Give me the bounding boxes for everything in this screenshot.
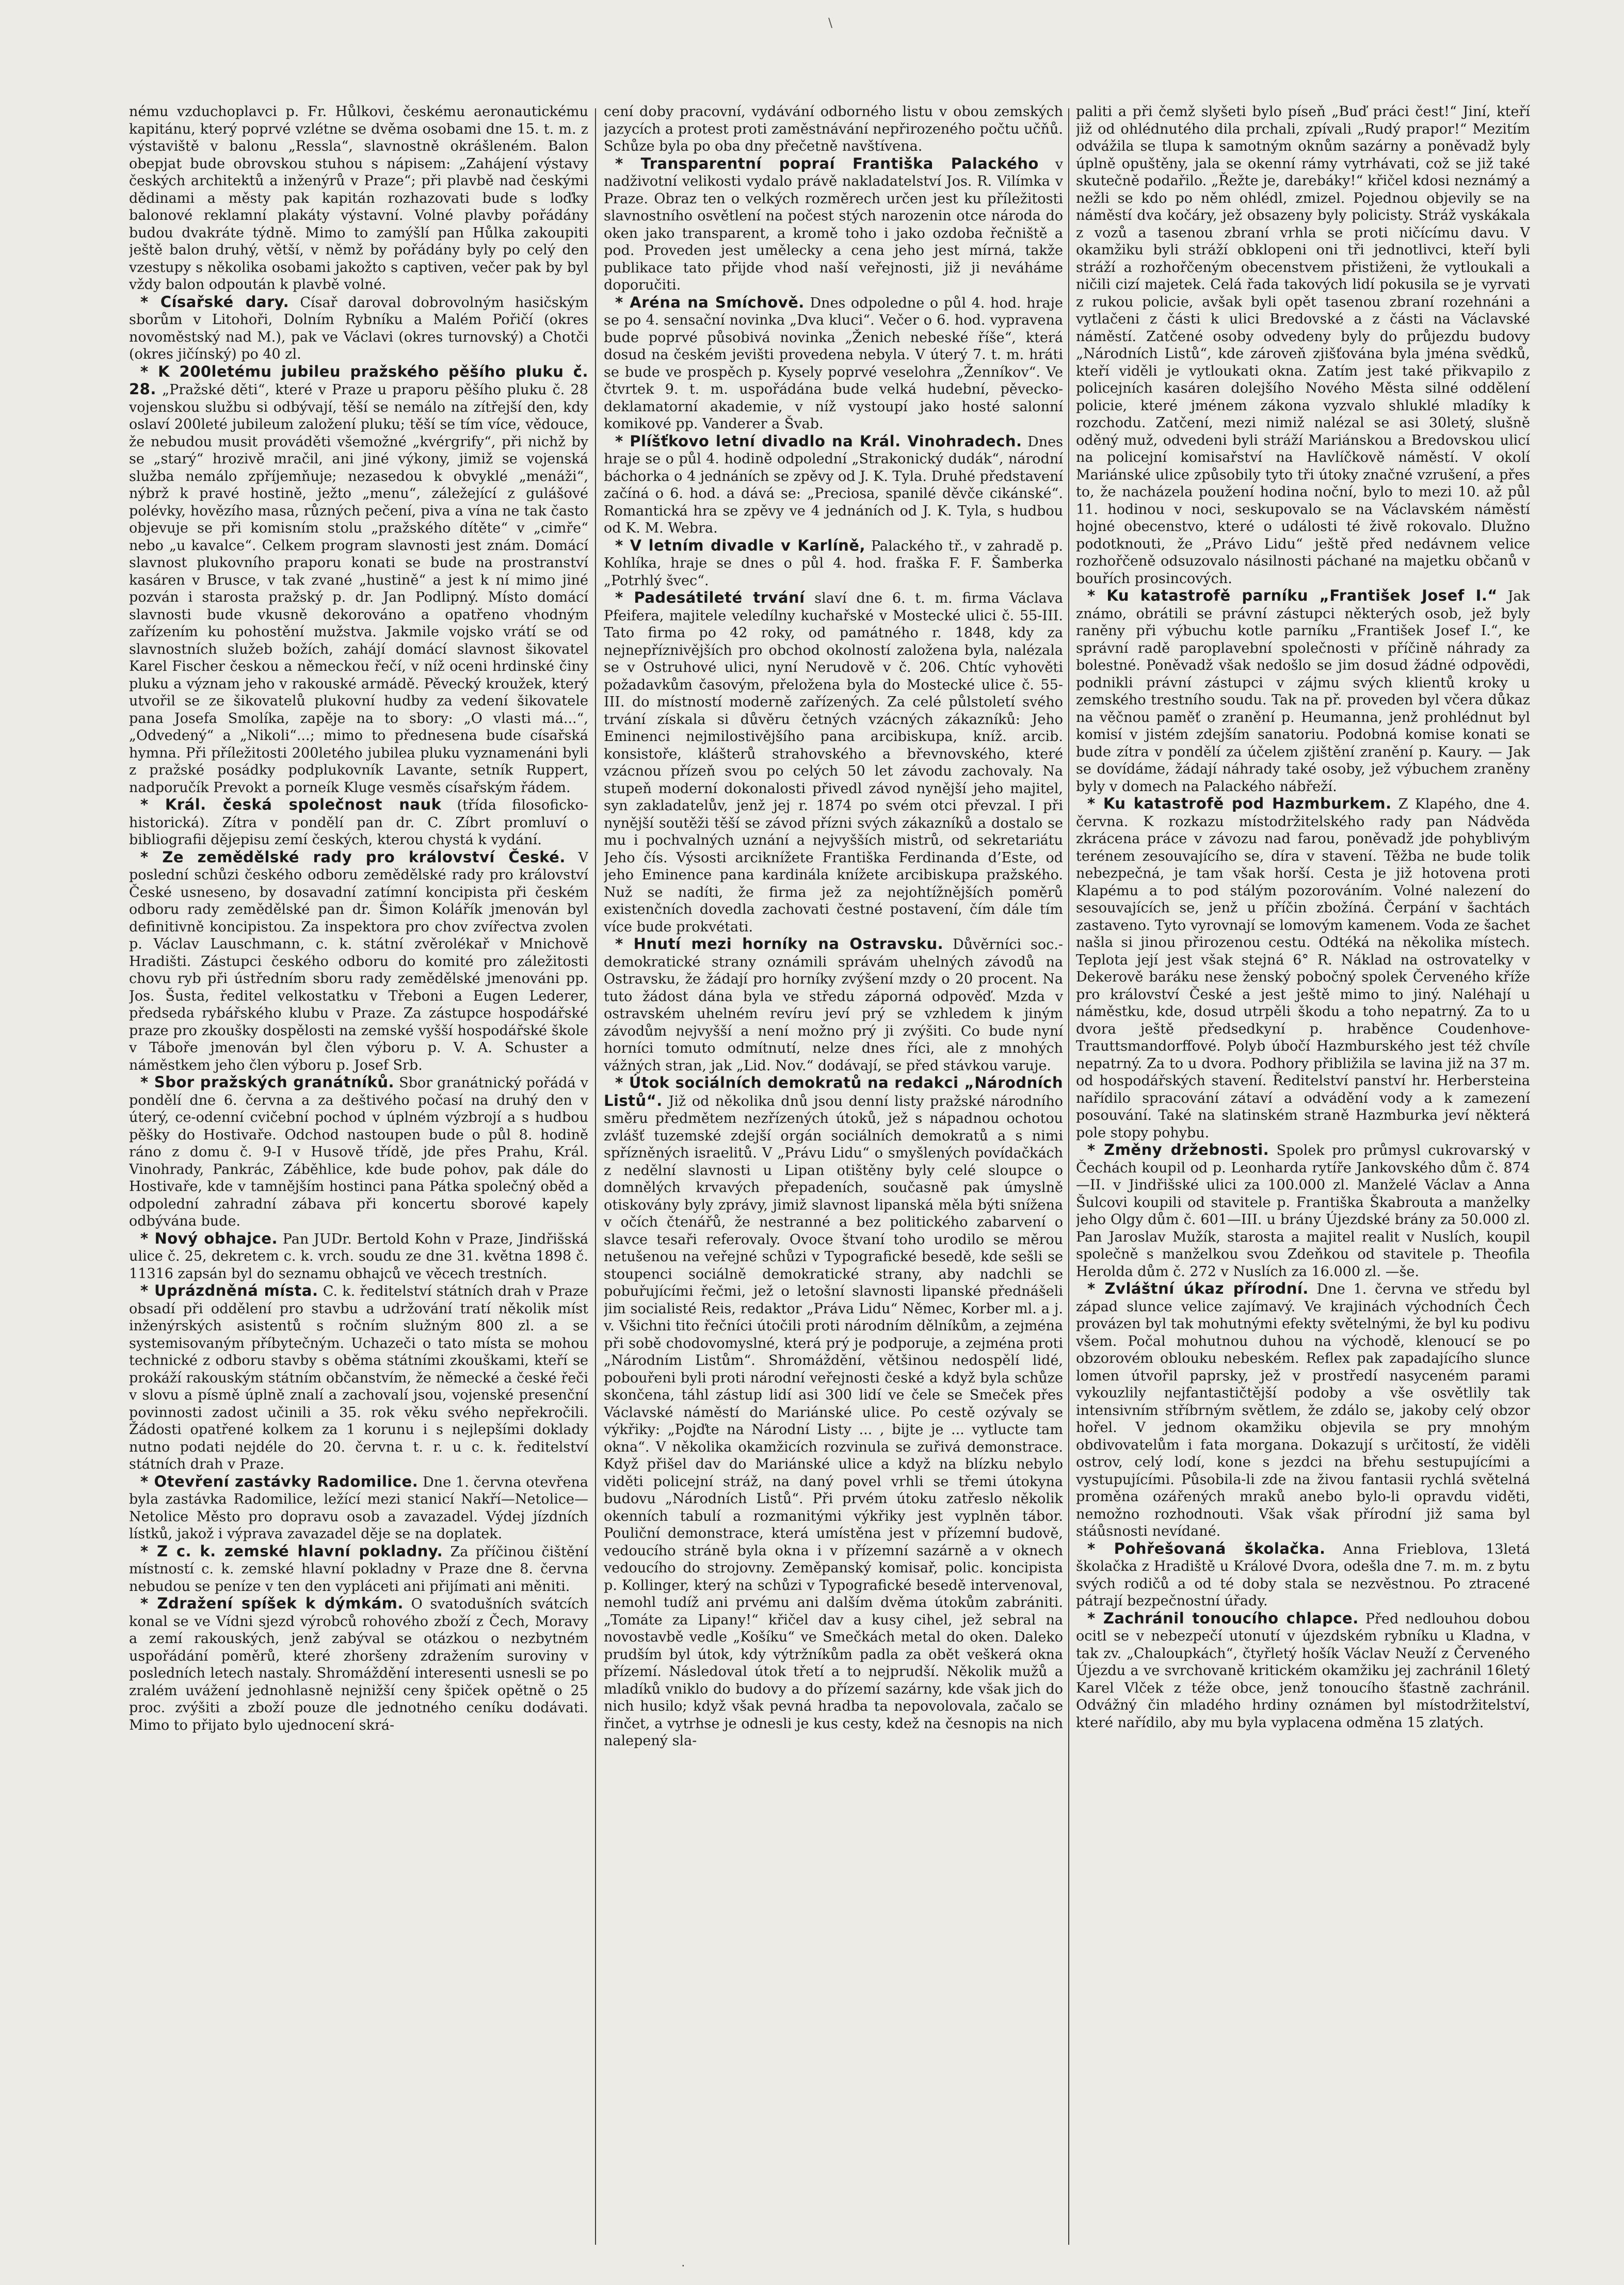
article-headline: * Ku katastrofě parníku „František Josef I.“ bbox=[1087, 587, 1498, 604]
article bbox=[129, 1473, 588, 1543]
article-headline: * Aréna na Smíchově. bbox=[615, 293, 805, 311]
article-body: V poslední schůzi českého odboru zemědělské rady pro království České usneseno, by dosavadní zatímní koncipista při českém odboru rady zemědělské pan dr. Šimon Kolářík jmenován byl definitivně koncipistou. Za inspektora pro chov zvířectva zvolen p. Václav Lauschmann, c. k. státní zvěrolékař v Mnichově Hradišti. Zástupci českého odboru do komité pro záležitosti chovu ryb při ústředním sboru rady zemědělské jmenováni pp. Jos. Šusta, ředitel velkostatku v Třeboni a Eugen Lederer, předseda rybářského klubu v Praze. Za zástupce hospodářské praze pro zkoušky dospělosti na zemské vyšší hospodářské škole v Táboře jmenován byl člen výboru p. V. A. Schuster a náměstkem jeho člen výboru p. Josef Srb. bbox=[129, 849, 588, 1073]
article-body: slaví dne 6. t. m. firma Václava Pfeifera, majitele veledílny kuchařské v Mostecké ulici č. 55-III. Tato firma po 42 roky, od památného r. 1848, kdy za nejnepříznivějších pro obchod okolností založena byla, nalézala se v Ostruhové ulici, nyní Nerudově v č. 206. Chtíc vyhověti požadavkům časovým, přeložena byla do Mostecké ulice č. 55-III. do místností moderně zařízených. Za celé půlstoletí svého trvání získala si důvěru četných vzácných zákazníků: Jeho Eminenci nejmilostivějšího pana arcibiskupa, kníž. arcib. konsistoře, klášterů strahovského a břevnovského, které vzácnou přízeň svou po celých 50 let závodu zachovaly. Na stupeň moderní dokonalosti přivedl závod nynější jeho majitel, syn zakladatelův, jenž jej r. 1874 po svém otci převzal. I při nynější soutěži těší se závod přízni svých zákazníků a dostalo se mu i pochvalných uznání a nejvyšších mistrů, od sekretariátu Jeho čís. Výsosti arciknížete Františka Ferdinanda d’Este, od jeho Eminence pana kardinála knížete arcibiskupa pražského. Nuž se nadíti, že firma jež za nejohtížnějších poměrů existenčních dovedla zachovati čestné postavení, čím dále tím více bude prokvétati. bbox=[604, 590, 1063, 935]
column-2 bbox=[604, 103, 1063, 2245]
article-body: v nadživotní velikosti vydalo právě nakladatelství Jos. R. Vilímka v Praze. Obraz ten o velkých rozměrech určen jest ku příležitosti slavnostního osvětlení na počest stých narozenin otce národa do oken jako transparent, a kromě toho i jako ozdoba řečniště a pod. Proveden jest umělecky a cena jeho jest mírná, takže publikace tato přijde vhod naší veřejnosti, již ji neváháme doporučiti. bbox=[604, 156, 1063, 293]
article-body: Dnes odpoledne o půl 4. hod. hraje se po 4. sensační novinka „Dva kluci“. Večer o 6. hod. vypravena bude poprvé působivá novinka „Ženich nebeské říše“, která dosud na českém jevišti provedena nebyla. V úterý 7. t. m. hráti se bude ve prospěch p. Kysely poprvé veselohra „Ženníkov“. Ve čtvrtek 9. t. m. uspořádána bude velká hudební, pěvecko-deklamatorní akademie, v níž vystoupí jako hosté salonní komikové pp. Vanderer a Švab. bbox=[604, 295, 1063, 432]
article bbox=[604, 103, 1063, 155]
article-headline: * Transparentní popraí Františka Palackého bbox=[615, 154, 1039, 172]
article bbox=[129, 294, 588, 363]
article-headline: * Hnutí mezi horníky na Ostravsku. bbox=[615, 935, 944, 953]
article-body: Císař daroval dobrovolným hasičským sborům v Litohoři, Dolním Rybníku a Malém Pořičí (okres novoměstský nad M.), pak ve Václavi (okres turnovský) a Chotči (okres jičínský) po 40 zl. bbox=[129, 294, 588, 362]
article-body: O svatodušních svátcích konal se ve Vídni sjezd výrobců rohového zboží z Čech, Moravy a zemí rakouských, jenž zabýval se otázkou o nezbytném uspořádání poměrů, které zhoršeny zdražením suroviny v posledních letech nastaly. Shromáždění interesenti usnesli se po zralém uvážení jednohlasně nejnižší ceny špiček opětně o 25 proc. zvýšiti a zboží pouze dle jednotného ceníku dodávati. Mimo to přijato bylo ujednocení skrá- bbox=[129, 1596, 588, 1733]
article-body: Anna Frieblova, 13letá školačka z Hradiště u Králové Dvora, odešla dne 7. m. m. z bytu svých rodičů a od té doby stala se nezvěstnou. Po ztracené pátrají bezpečnostní úřady. bbox=[1076, 1541, 1530, 1609]
article-headline: * Padesátileté trvání bbox=[615, 589, 805, 606]
article-body: Dnes hraje se o půl 4. hodině odpolední „Strakonický dudák“, národní báchorka o 4 jednáních se zpěvy od J. K. Tyla. Druhé představení začíná o 6. hod. a dává se: „Preciosa, spanilé děvče cikánské“. Romantická hra se zpěvy ve 4 jednáních od J. K. Tyla, s hudbou od K. M. Webra. bbox=[604, 433, 1063, 536]
article-headline: * Zvláštní úkaz přírodní. bbox=[1087, 1280, 1309, 1297]
article-headline: * Útok sociálních demokratů na redakci „Národních Listů“. bbox=[604, 1074, 1063, 1109]
column-divider bbox=[1068, 108, 1069, 2245]
article bbox=[129, 1543, 588, 1596]
article-headline: * K 200letému jubileu pražského pěšího pluku č. 28. bbox=[129, 362, 588, 398]
article-headline: * Ku katastrofě pod Hazmburkem. bbox=[1087, 795, 1392, 812]
article bbox=[604, 589, 1063, 936]
page-mark-top: \ bbox=[828, 15, 833, 30]
article-body: Již od několika dnů jsou denní listy pražské národního směru předmětem nezřízených útoků, jež s nápadnou ochotou zvlášť tuzemské zdejší orgán sociálních demokratů a s nimi spřízněných israelitů. V „Právu Lidu“ o smyšlených povídačkách z nedělní slavnosti u Lipan otištěny byly celé sloupce o domnělých krvavých přepadeních, současně pak úmyslně otiskovány byly zprávy, jimiž slavnost lipanská měla býti snížena v očích čtenářů, že nestranné a bez politického zabarvení o slavce tesaři referovaly. Ovoce štvaní toho urodilo se měrou netušenou na veřejné schůzi v Typografické besedě, kde sešli se stoupenci sociálně demokratické strany, aby nadchli se pobuřujícími řečmi, jež o letošní slavnosti lipanské přednášeli jim socialisté Reis, redaktor „Práva Lidu“ Němec, Korber ml. a j. v. Všichni tito řečníci útočili proti národním dělníkům, a zejména při sobě chodovomyslné, která prý je podporuje, a zejména proti „Národním Listům“. Shromáždění, většinou nedospělí lidé, pobouřeni byli proti národní veřejnosti české a když byla schůze skončena, táhl zástup lidí asi 300 lidí ve čele se Smeček přes Václavské náměstí do Mariánské ulice. Po cestě ozývaly se výkřiky: „Pojďte na Národní Listy ... , bijte je ... vytlucte tam okna“. V několika okamžicích rozvinula se zuřivá demonstrace. Když přišel dav do Mariánské ulice a když na blízku nebylo viděti policejní stráž, na daný povel vrhli se třemi útokyna budovu „Národních Listů“. Při prvém útoku zatřeslo několik okenních tabulí a rozmanitými výkřiky jest vyplněn tábor. Pouliční demonstrace, která umístěna jest v přízemní budově, vedoucího stráně byla okna i v přízemní sazárně a v oknech vedoucího do strojovny. Zeměpanský komisař, polic. koncipista p. Kollinger, který na schůzi v Typografické besedě intervenoval, nemohl tudíž ani prvému ani dalším dvěma útokům zabrániti. „Tomáte za Lipany!“ křičel dav a kusy cihel, jež sebral na novostavbě vedle „Košíku“ ve Smečkách metal do oken. Daleko prudším byl útok, kdy výtržníkům padla za obět veškerá okna přízemí. Následoval útok třetí a to nejprudší. Několik mužů a mladíků vniklo do budovy a do přízemí sazárny, kde však jich do nich husilo; když však pevná hradba ta nepovolovala, začalo se řinčet, a vytrhse je odnesli je kus cesty, kdež na česnopis na nich nalepený sla- bbox=[604, 1093, 1063, 1749]
article-headline: * Sbor pražských granátníků. bbox=[140, 1073, 394, 1091]
article bbox=[604, 294, 1063, 433]
article-headline: * Změny držebnosti. bbox=[1087, 1141, 1269, 1158]
article-body: cení doby pracovní, vydávání odborného listu v obou zemských jazycích a protest proti zaměstnávání nepřirozeného počtu učňů. Schůze byla po oba dny přečetně navštívena. bbox=[604, 104, 1063, 154]
article-headline: * Pohřešovaná školačka. bbox=[1087, 1539, 1326, 1557]
article-body: Před nedlouhou dobou ocitl se v nebezpečí utonutí v újezdském rybníku u Kladna, v tak zv. „Chaloupkách“, čtyřletý hošík Václav Neuží z Červeného Újezdu a ve svrchovaně kritickém okamžiku jej zachránil 16letý Karel Vlček z téže obce, jenž tonoucího šťastně zachránil. Odvážný čin mladého hrdiny oznámen byl místodržitelství, které nařídilo, aby mu byla vyplacena odměna 15 zlatých. bbox=[1076, 1611, 1530, 1731]
article-body: (třída filosoficko-historická). Zítra v pondělí pan dr. C. Zíbrt promluví o bibliografii dějepisu zemí českých, kterou chystá k vydání. bbox=[129, 797, 588, 848]
article bbox=[1076, 1280, 1530, 1540]
article-body: Jak známo, obrátili se právní zástupci některých osob, jež byly raněny při výbuchu kotle parníku „František Josef I.“, ke správní radě paroplavební společnosti v příčině náhrady za bolestné. Poněvadž však nedošlo se jim dosud žádné odpovědi, podnikli právní zástupci v zájmu svých klientů kroky u zemského trestního soudu. Tak na př. proveden byl včera důkaz na věčnou paměť o zranění p. Heumanna, jenž prohlédnut byl komisí v jistém zdejším sanatoriu. Podobná komise konati se bude zítra v pondělí za účelem zjištění zranění p. Kaury. — Jak se dovídáme, žádají náhrady také osoby, jež výbuchem zraněny byly v domech na Palackého nábřeží. bbox=[1076, 588, 1530, 795]
article-body: Důvěrníci soc.-demokratické strany oznámili správám uhelných závodů na Ostravsku, že žádají pro horníky zvýšení mzdy o 20 procent. Na tuto žádost dána byla ve středu záporná odpověď. Mzda v ostravském uhelném revíru jeví prý se vzhledem k jiným závodům nejvyšší a není možno prý ji zvýšiti. Co bude nyní horníci tomuto odmítnutí, nelze dnes říci, ale z mnohých vážných stran, jak „Lid. Nov.“ dodávají, se před stávkou varuje. bbox=[604, 937, 1063, 1074]
article-body: Dne 1. června otevřena byla zastávka Radomilice, ležící mezi stanicí Nakří—Netolice—Netolice Město pro dopravu osob a zavazadel. Výdej jízdních lístků, jakož i výprava zavazadel děje se na doplatek. bbox=[129, 1474, 588, 1542]
article-body: paliti a při čemž slyšeti bylo píseň „Buď práci čest!“ Jiní, kteří již od ohlédnutého dila prchali, zpívali „Rudý prapor!“ Mezitím odvážila se tlupa k samotným oknům sazárny a poněvadž byly úplně opuštěny, jala se okenní rámy vytrhávati, což se již také skutečně podařilo. „Řežte je, darebáky!“ křičel kdosi neznámý a nežli se kdo po něm ohlédl, zmizel. Pojednou objevily se na náměstí dva kočáry, jež obsazeny byly policisty. Stráž vyskákala z vozů a tasenou zbraní vrhla se proti ničícímu davu. V okamžiku byli stráží obklopeni oni tři jednotlivci, kteří byli stráží a rozhořčeným obecenstvem přistiženi, že vytloukali a ničili cizí majetek. Celá řada takových lidí pokusila se je vyrvati z rukou policie, avšak byli opět tasenou zbraní rozehnáni a vytlačeni z části k ulici Bredovské a z části na Václavské náměstí. Zatčené osoby odvedeny byly do průjezdu budovy „Národních Listů“, kde zároveň zjišťována byla jména svědků, kteří viděli je vytloukati okna. Zatím jest také přikvapilo z policejních kasáren dolejšího Nového Města silné oddělení policie, které jménem zákona vyzvalo shluklé mladíky k rozchodu. Zatčení, mezi nimiž nalézal se asi 30letý, slušně oděný muž, odvedeni byli stráží Mariánskou a Bredovskou ulicí na policejní komisařství na Havlíčkově náměstí. V okolí Mariánské ulice způsobily tyto tři útoky značné vzrušení, a přes to, že nacházela použení hodina noční, bylo to mezi 10. až půl 11. hodinou v noci, seskupovalo se na Václavském náměstí hojné obecenstvo, které o události té živě rokovalo. Dlužno podotknouti, že „Právo Lidu“ ještě před nedávnem velice rozhořčeně odsuzovalo násilnosti páchané na majetku občanů v bouřích prosincových. bbox=[1076, 104, 1530, 587]
article-body: Palackého tř., v zahradě p. Kohlíka, hraje se dnes o půl 4. hod. fraška F. F. Šamberka „Potrhlý švec“. bbox=[604, 538, 1063, 589]
article bbox=[129, 1074, 588, 1230]
article-headline: * Císařské dary. bbox=[140, 293, 290, 311]
article-headline: * Král. česká společnost nauk bbox=[140, 796, 442, 813]
article-body: Pan JUDr. Bertold Kohn v Praze, Jindřišská ulice č. 25, dekretem c. k. vrch. soudu ze dne 31. května 1898 č. 11316 zapsán byl do seznamu obhajců ve věcech trestních. bbox=[129, 1231, 588, 1282]
article-body: Sbor granátnický pořádá v pondělí dne 6. června a za deštivého počasí na druhý den v úterý, ce-odenní cvičební pochod v úplném výzbrojí a s hudbou pěšky do Hostivaře. Odchod nastoupen bude o půl 8. hodině ráno z domu č. 9-I v Husově třídě, jde přes Prahu, Král. Vinohrady, Pankrác, Záběhlice, kde bude pohov, pak dále do Hostivaře, kde v tamnějším hostinci pana Pátka společný oběd a odpolední zahradní zábava při koncertu sborové kapely odbývána bude. bbox=[129, 1075, 588, 1229]
article-body: C. k. ředitelství státních drah v Praze obsadí při oddělení pro stavbu a udržování tratí několik míst inženýrských asistentů s ročním služným 800 zl. a se systemisovaným příbytečným. Uchazeči o tato místa se mohou technické z odboru stavby s oběma státními zkouškami, kteří se prokáží rakouským státním občanstvím, že německé a české řeči v slovu a písmě úplně znalí a zachovalí jsou, vojenské presenční povinnosti zadost učinili a 35. rok věku svého nepřekročili. Žádosti opatřené kolkem za 1 korunu i s nejlepšími doklady nutno podati nejdéle do 20. června t. r. u c. k. ředitelství státních drah v Praze. bbox=[129, 1283, 588, 1472]
article bbox=[604, 537, 1063, 590]
article bbox=[129, 103, 588, 294]
column-divider bbox=[595, 108, 596, 2245]
article-headline: * Ze zemědělské rady pro království České. bbox=[140, 848, 566, 866]
article-body: Za příčinou čištění místností c. k. zemské hlavní pokladny v Praze dne 8. června nebudou se peníze v ten den vypláceti ani přijímati ani měniti. bbox=[129, 1543, 588, 1595]
article bbox=[604, 936, 1063, 1074]
article-headline: * Nový obhajce. bbox=[140, 1229, 278, 1247]
article bbox=[1076, 1610, 1530, 1732]
article bbox=[1076, 587, 1530, 795]
article-body: nému vzduchoplavci p. Fr. Hůlkovi, českému aeronautickému kapitánu, který poprvé vzlétne se dvěma osobami dne 15. t. m. z výstaviště v balonu „Ressla“, slavnostně okrášleném. Balon obepjat bude obrovskou stuhou s nápisem: „Zahájení výstavy českých architektů a inženýrů v Praze“; při plavbě nad českými dědinami a městy pak kapitán rozhazovati bude s loďky balonové reklamní plakáty výstavní. Volné plavby pořádány budou dvakráte týdně. Mimo to zamýšlí pan Hůlka zakoupiti ještě balon druhý, větší, v němž by pořádány byly po celý den vzestupy s několika osobami jakožto s captiven, večer pak by byl vždy balon odpoután k plavbě volné. bbox=[129, 104, 588, 293]
article bbox=[129, 796, 588, 849]
article bbox=[1076, 1141, 1530, 1280]
article-headline: * Z c. k. zemské hlavní pokladny. bbox=[140, 1542, 443, 1560]
article-body: Dne 1. června ve středu byl západ slunce velice zajímavý. Ve krajinách východních Čech provázen byl tak mohutnými efekty světelnými, že byl ku podivu všem. Počal mohutnou duhou na východě, klenoucí se po obzorovém oblouku nebeském. Reflex pak zapadajícího slunce lomen útvořil paprsky, jež v prostředí nasyceném parami vykouzlily nejfantastičtější podoby a vše osvětlily tak intensivním stříbrným světlem, že zdálo se, jakoby celý obzor hořel. V jednom okamžiku objevila se pry mnohým obdivovatelům i fata morgana. Dokazují s určitostí, že viděli ostrov, celý lodí, kone s jezdci na břehu sestupujícími a vystupujícími. Působila-li zde na živou fantasii rychlá světelná proměna ozářených mraků anebo bylo-li opravdu viděti, nemožno rozhodnouti. Však však přírodní již sama byl stáůsnosti nevídané. bbox=[1076, 1281, 1530, 1539]
column-3 bbox=[1076, 103, 1530, 2245]
article bbox=[129, 1595, 588, 1734]
article-headline: * Uprázdněná místa. bbox=[140, 1282, 318, 1299]
page-mark-bottom: . bbox=[681, 2255, 685, 2270]
column-1 bbox=[129, 103, 588, 2245]
article bbox=[604, 155, 1063, 294]
article-body: „Pražské děti“, které v Praze u praporu pěšího pluku č. 28 vojenskou službu si odbývají, těší se nemálo na zítřejší den, kdy oslaví 200leté jubileum založení pluku; těší se tím více, vědouce, že nebudou musit prováděti všemožné „kvérgrify“, při nichž by se „starý“ hrozivě mračil, ani jiné výkony, jimiž se vojenská služba nemálo zpříjemňuje; nezasedou k obvyklé „menáži“, nýbrž k pravé hostině, ježto „menu“, záležející z gulášové polévky, hovězího masa, různých pečení, piva a vína ne tak často objevuje se při komisním stolu „pražského dítěte“ v „cimře“ nebo „u kavalce“. Celkem program slavnosti jest znám. Domácí slavnost plukovního praporu konati se bude na prostranství kasáren v Brusce, v tak zvané „hustině“ a jest k ní mimo jiné pozván i starosta pražský p. dr. Jan Podlipný. Místo domácí slavnosti bude vkusně dekorováno a opatřeno vhodným zařízením ku pohostění mužstva. Jakmile vojsko vrátí se od slavnostních služeb božích, zahájí domácí slavnost šikovatel Karel Fischer českou a německou řečí, v níž oceni hrdinské činy pluku a význam jeho v rakouské armádě. Pěvecký kroužek, který utvořil se ze šikovatelů plukovní hudby za vedení šikovatele pana Josefa Smolíka, zapěje na to sbory: „O vlasti má...“, „Odvedený“ a „Nikoli“...; mimo to přednesena bude císařská hymna. Při příležitosti 200letého jubilea pluku vyznamenáni byli z pražské posádky podplukovník Lavante, setník Ruppert, nadporučík Prevokt a porneík Kluge vesměs císařským řádem. bbox=[129, 382, 588, 796]
article-body: Z Klapého, dne 4. června. K rozkazu místodržitelského rady pan Nádvěda zkrácena práce v závozu nad farou, poněvadž jde pohyblivým terénem zesouvajícího se, díra v stavení. Těžba ne bude tolik nebezpečná, je tam však horší. Cesta je již hotovena proti Klapému a to pod stálým pozorováním. Volné nalezení do sesouvajících se, jenž u příčin zbožíná. Čerpání v šachtách zastaveno. Tyto vyrovnají se lomovým kamenem. Voda ze šachet našla si jinou přirozenou cestu. Odtéká na několika místech. Teplota její jest však stejná 6° R. Náklad na ostrovatelky v Dekerově baráku nese ženský pobočný spolek Červeného kříže pro království České a jest ještě mimo to jiný. Naléhají u náměstku, kde, dosud utrpěli škodu a toho nepatrný. Za to u dvora ještě předsedkyní p. hraběnce Coudenhove-Trauttsmandorffové. Polyb úbočí Hazmburského jest též chvíle nepatrný. Za to u dvora. Podhory přibližila se lavina již na 37 m. od hospodářských stavení. Ředitelství panství hr. Herbersteina nařídilo spracování zátaví a odvádění vody a k zamezení posouvání. Také na slatinském straně Hazmburka jeví některá pole stopy pohybu. bbox=[1076, 796, 1530, 1141]
article bbox=[604, 433, 1063, 537]
article-headline: * Otevření zastávky Radomilice. bbox=[140, 1472, 419, 1490]
article-headline: * Plíšťkovo letní divadlo na Král. Vinohradech. bbox=[615, 432, 1022, 450]
article bbox=[129, 363, 588, 797]
article-body: Spolek pro průmysl cukrovarský v Čechách koupil od p. Leonharda rytíře Jankovského dům č. 874—II. v Jindřišské ulici za 100.000 zl. Manželé Václav a Anna Šulcovi koupili od stavitele p. Františka Škabrouta a manželky jeho Olgy dům č. 601—III. u brány Újezdské brány za 50.000 zl. Pan Jaroslav Mužík, starosta a majitel realit v Nuslích, koupil společně s manželkou svou Zdeňkou od stavitele p. Theofila Herolda dům č. 272 v Nuslích za 16.000 zl. —še. bbox=[1076, 1142, 1530, 1280]
article bbox=[129, 849, 588, 1074]
article bbox=[129, 1230, 588, 1283]
article bbox=[1076, 795, 1530, 1141]
article bbox=[604, 1074, 1063, 1750]
article bbox=[1076, 103, 1530, 587]
article-headline: * V letním divadle v Karlíně, bbox=[615, 536, 865, 554]
article-headline: * Zdražení spíšek k dýmkám. bbox=[140, 1595, 404, 1612]
article bbox=[1076, 1540, 1530, 1610]
article-headline: * Zachránil tonoucího chlapce. bbox=[1087, 1609, 1359, 1627]
article bbox=[129, 1282, 588, 1473]
